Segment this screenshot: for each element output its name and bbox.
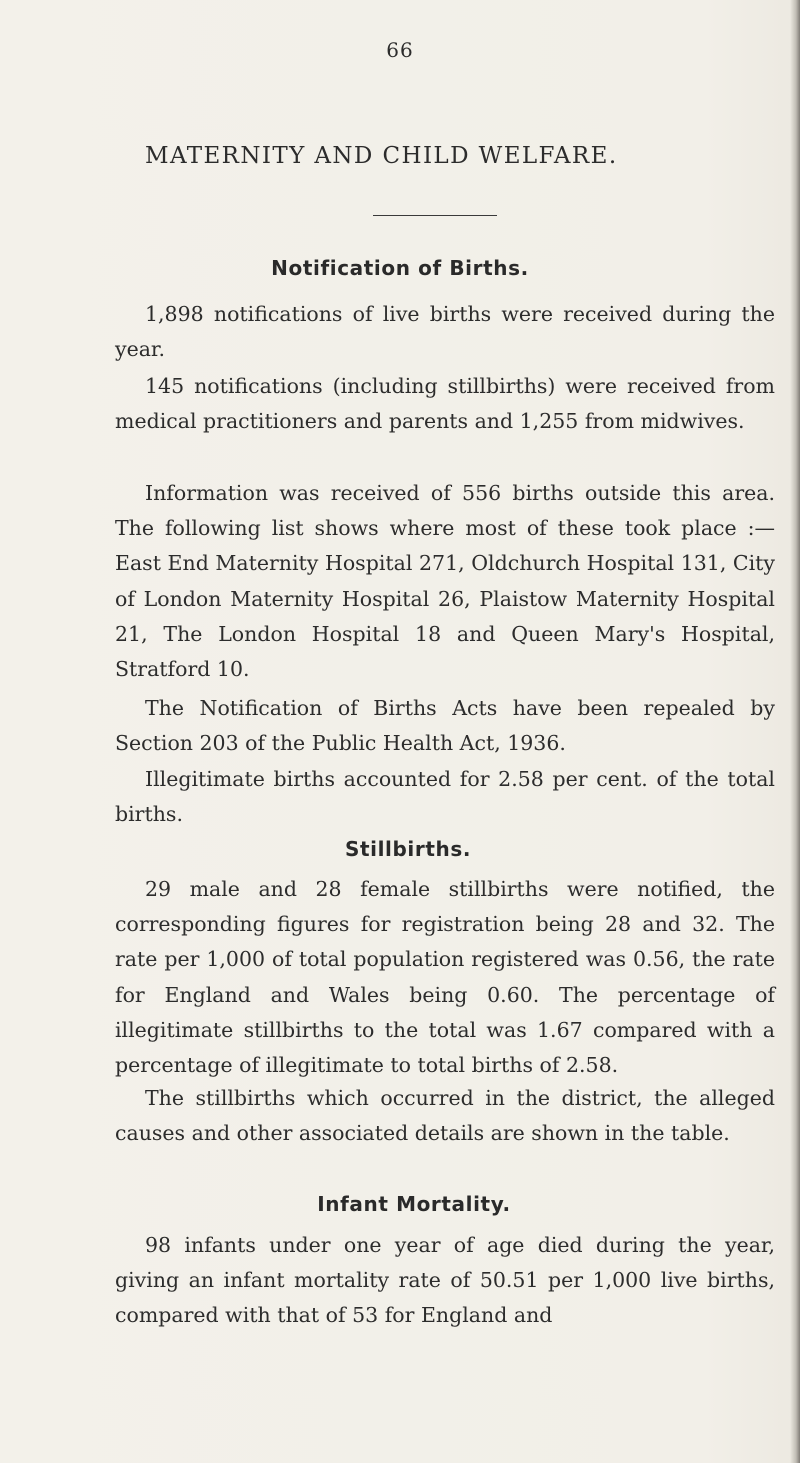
page-edge-shadow: [790, 0, 800, 1463]
paragraph-infant-mortality: 98 infants under one year of age died during the year, giving an infant mortality rate of 50.51 per 1,000 live births, compared with that of 53 for England and: [115, 1233, 775, 1328]
section-heading-infant-mortality: Infant Mortality.: [317, 1192, 511, 1216]
section-heading-notification: Notification of Births.: [271, 256, 529, 280]
section-heading-stillbirths: Stillbirths.: [344, 837, 472, 861]
page-title: MATERNITY AND CHILD WELFARE.: [145, 143, 618, 169]
paragraph-notification-sources: 145 notifications (including stillbirths) were received from medical practitioners and parents and 1,255 from midwives.: [115, 374, 775, 434]
paragraph-births-outside-area: Information was received of 556 births outside this area. The following list shows where most of these took place :—East End Maternity Hospital 271, Oldchurch Hospital 131, City of London Maternity Hospital 26, Plaistow Maternity Hospital 21, The London Hospital 18 and Queen Mary's Hospital, Stratford 10.: [115, 481, 775, 682]
paragraph-illegitimate-births: Illegitimate births accounted for 2.58 per cent. of the total births.: [115, 767, 775, 827]
title-divider: [373, 215, 497, 216]
page-number: 66: [386, 38, 414, 62]
paragraph-live-births: 1,898 notifications of live births were received during the year.: [115, 302, 775, 362]
paragraph-stillbirth-table-note: The stillbirths which occurred in the district, the alleged causes and other associated details are shown in the table.: [115, 1086, 775, 1146]
paragraph-acts-repealed: The Notification of Births Acts have been repealed by Section 203 of the Public Health Act, 1936.: [115, 696, 775, 756]
paragraph-stillbirth-figures: 29 male and 28 female stillbirths were notified, the corresponding figures for registration being 28 and 32. The rate per 1,000 of total population registered was 0.56, the rate for England and Wales being 0.60. The percentage of illegitimate stillbirths to the total was 1.67 compared with a percentage of illegitimate to total births of 2.58.: [115, 877, 775, 1078]
